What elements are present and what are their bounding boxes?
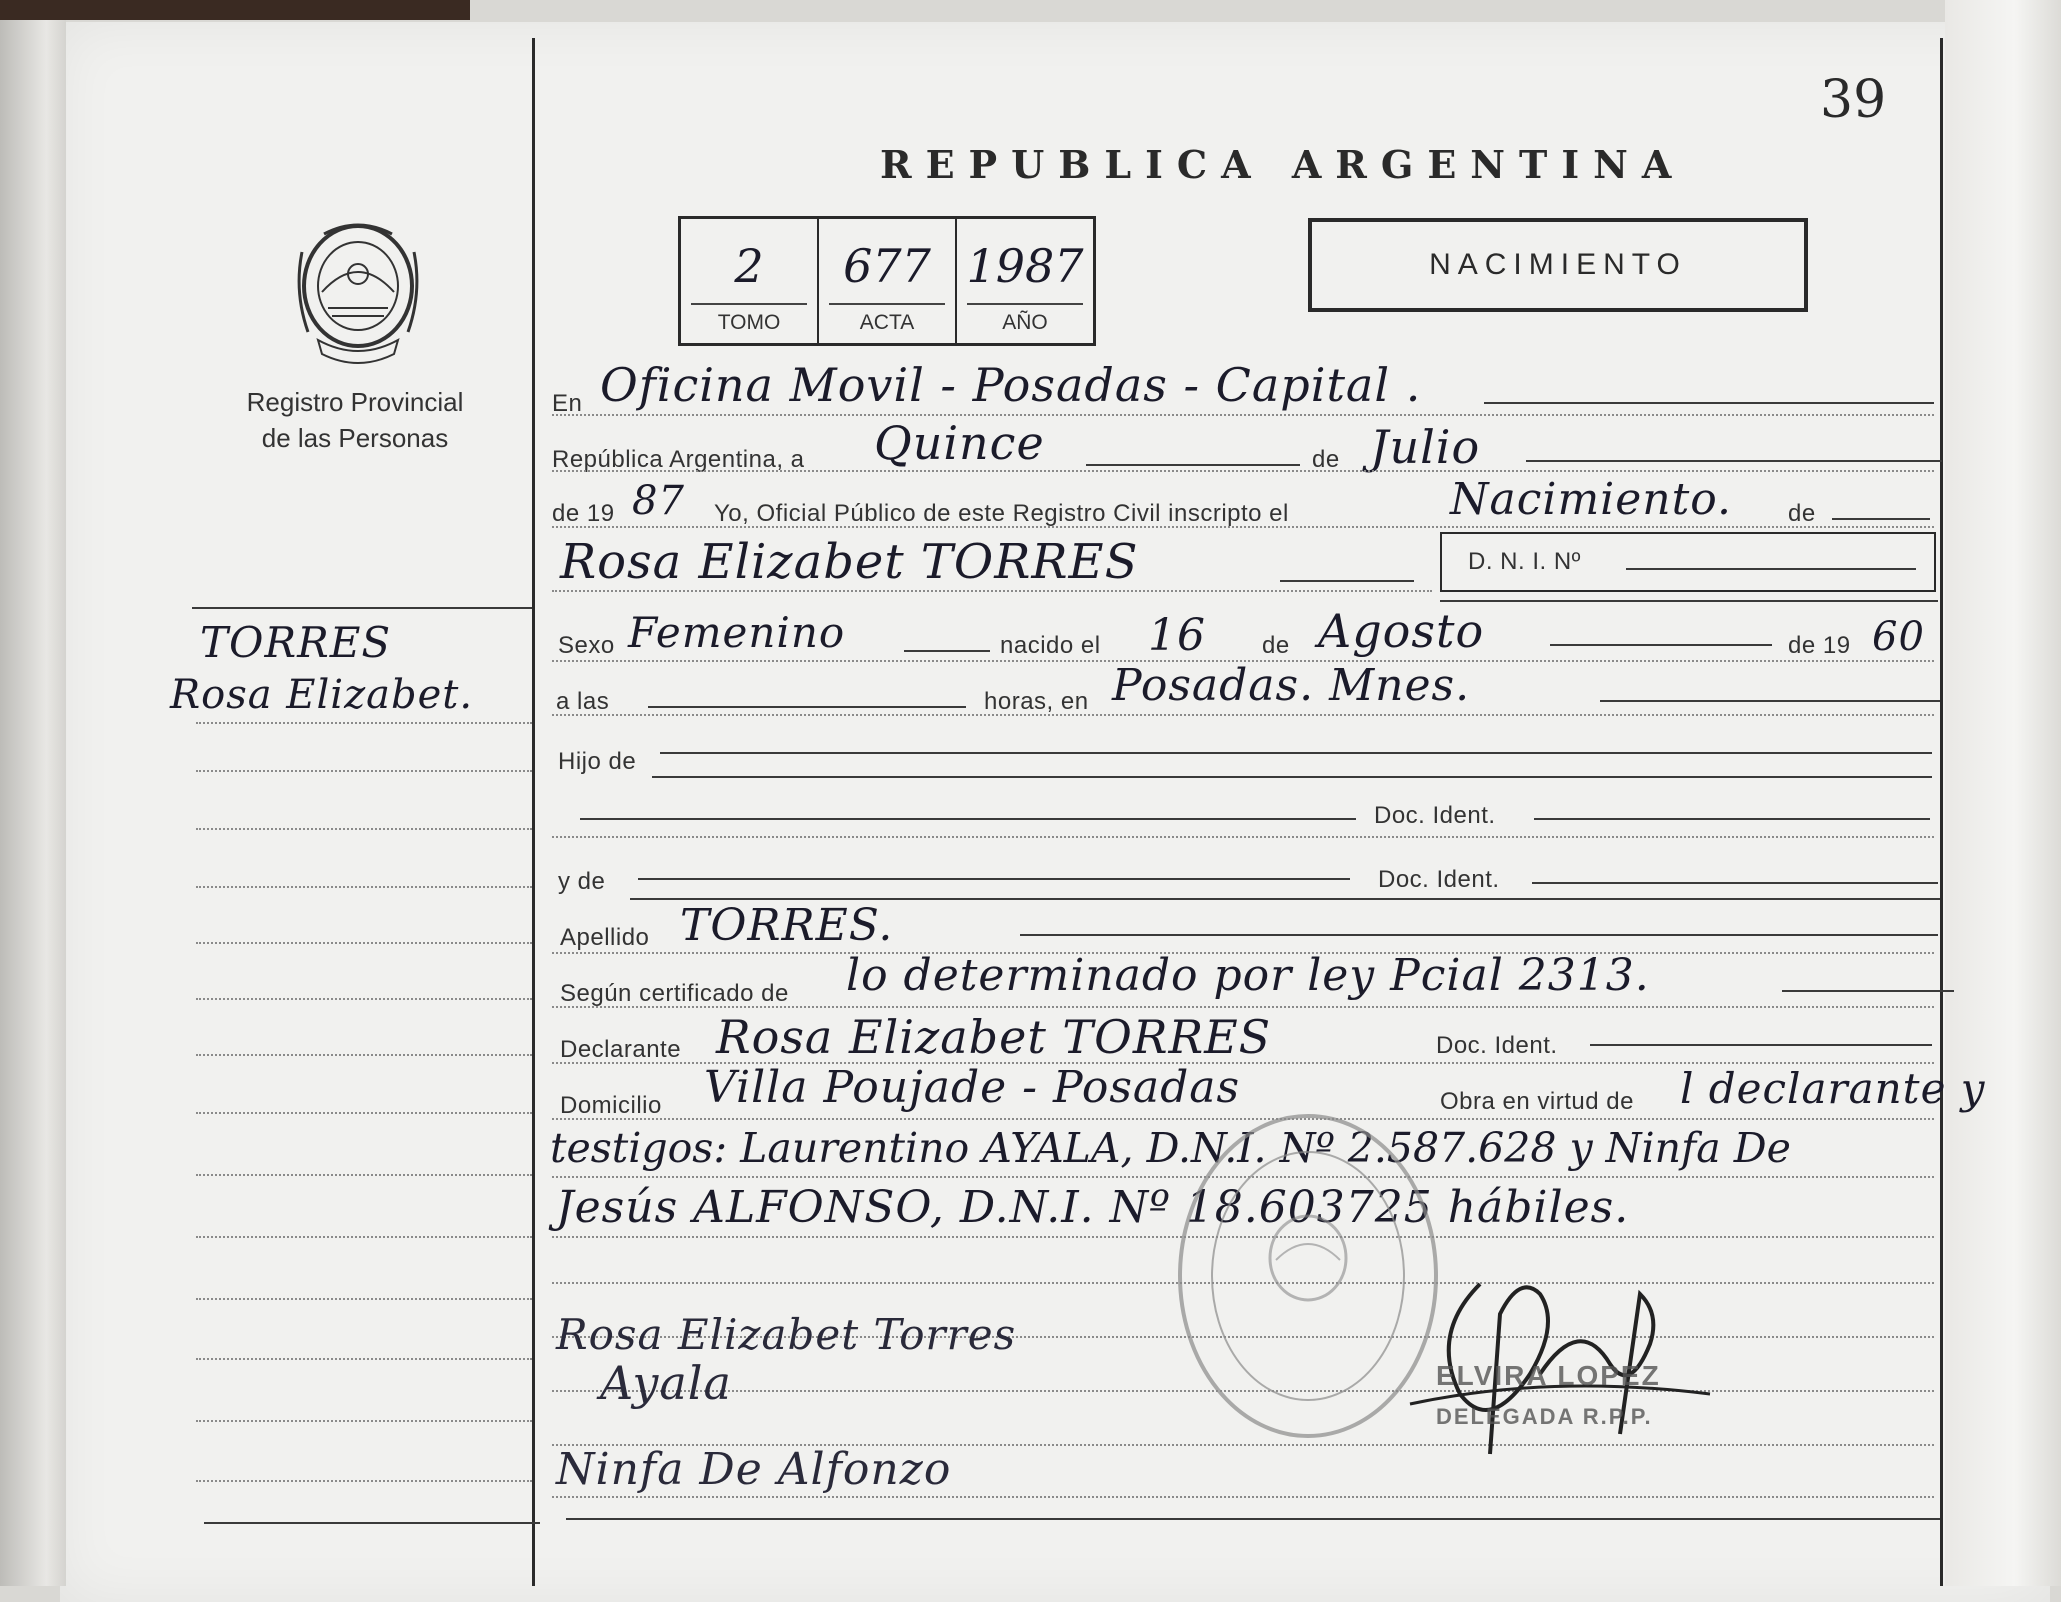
doc-ident-label-2: Doc. Ident. xyxy=(1378,866,1500,893)
tomo-cell xyxy=(681,219,819,343)
margin-bottom-rule xyxy=(204,1522,540,1524)
yo-oficial-text: Yo, Oficial Público de este Registro Civil inscripto el xyxy=(714,500,1289,527)
misiones-emblem-icon xyxy=(288,212,428,368)
republica-label: República Argentina, a xyxy=(552,446,805,473)
doc-ident-label-1: Doc. Ident. xyxy=(1374,802,1496,829)
month-value: Julio xyxy=(1370,420,1481,474)
margin-surname: TORRES xyxy=(200,618,392,667)
margin-divider xyxy=(532,38,535,1586)
doc-ident-label-3: Doc. Ident. xyxy=(1436,1032,1558,1059)
person-name-value: Rosa Elizabet TORRES xyxy=(560,534,1139,590)
apellido-value: TORRES. xyxy=(680,900,894,951)
segun-value: lo determinado por ley Pcial 2313. xyxy=(846,950,1650,1001)
place-value: Posadas. Mnes. xyxy=(1112,660,1471,711)
right-edge xyxy=(1945,0,2061,1586)
year-value: 87 xyxy=(632,478,685,524)
nacido-label: nacido el xyxy=(1000,632,1101,659)
tomo-label: TOMO xyxy=(717,311,781,334)
inscribed-value: Nacimiento. xyxy=(1450,474,1733,525)
signature-witness-1: Ayala xyxy=(600,1356,732,1410)
testigos-line2: Jesús ALFONSO, D.N.I. Nº 18.603725 hábiles. xyxy=(556,1182,1630,1233)
obra-label: Obra en virtud de xyxy=(1440,1088,1634,1115)
domicilio-value: Villa Poujade - Posadas xyxy=(704,1062,1241,1113)
domicilio-label: Domicilio xyxy=(560,1092,662,1119)
en-value: Oficina Movil - Posadas - Capital . xyxy=(600,358,1422,412)
country-title: REPUBLICA ARGENTINA xyxy=(880,142,1686,187)
book-reference-box xyxy=(678,216,1096,346)
yde-label: y de xyxy=(558,868,606,895)
en-label: En xyxy=(552,390,583,417)
segun-label: Según certificado de xyxy=(560,980,789,1007)
declarante-value: Rosa Elizabet TORRES xyxy=(716,1010,1272,1064)
acta-label: ACTA xyxy=(859,311,915,334)
nacido-day-value: 16 xyxy=(1148,610,1206,661)
registry-name xyxy=(200,384,510,456)
acta-cell xyxy=(819,219,957,343)
registry-name-line1: Registro Provincial xyxy=(246,387,464,417)
signature-declarante: Rosa Elizabet Torres xyxy=(556,1310,1017,1359)
dni-label: D. N. I. Nº xyxy=(1468,548,1581,575)
hijo-label: Hijo de xyxy=(558,748,637,775)
registry-name-line2: de las Personas xyxy=(261,423,449,453)
apellido-label: Apellido xyxy=(560,924,650,951)
record-type-box: NACIMIENTO xyxy=(1308,218,1808,312)
dni-box xyxy=(1440,532,1936,592)
margin-given-names: Rosa Elizabet. xyxy=(170,672,474,718)
de-label-2: de xyxy=(1788,500,1816,527)
page-number: 39 xyxy=(1820,70,1887,130)
book-spine xyxy=(0,0,66,1586)
acta-value: 677 xyxy=(843,239,931,293)
declarante-label: Declarante xyxy=(560,1036,682,1063)
de19-label: de 19 xyxy=(1788,632,1851,659)
day-value: Quince xyxy=(874,416,1045,470)
tomo-value: 2 xyxy=(734,239,764,293)
horas-label: horas, en xyxy=(984,688,1089,715)
testigos-line1: testigos: Laurentino AYALA, D.N.I. Nº 2.587.628 y Ninfa De xyxy=(550,1124,1791,1172)
signature-witness-2: Ninfa De Alfonzo xyxy=(556,1444,952,1495)
alas-label: a las xyxy=(556,688,610,715)
sexo-value: Femenino xyxy=(628,608,846,657)
year-prefix-label: de 19 xyxy=(552,500,615,527)
top-strip xyxy=(0,0,470,20)
anio-cell xyxy=(957,219,1093,343)
nacido-month-value: Agosto xyxy=(1318,604,1485,658)
de-label: de xyxy=(1312,446,1340,473)
right-border xyxy=(1940,38,1943,1586)
anio-label: AÑO xyxy=(1002,311,1048,334)
obra-value: l declarante y xyxy=(1680,1064,1986,1113)
official-title: DELEGADA R.P.P. xyxy=(1436,1404,1653,1429)
margin-top-rule xyxy=(192,607,532,609)
official-name: ELVIRA LOPEZ xyxy=(1436,1360,1661,1391)
form-bottom-rule xyxy=(566,1518,1940,1520)
anio-value: 1987 xyxy=(966,239,1084,293)
sexo-label: Sexo xyxy=(558,632,615,659)
nacido-year-value: 60 xyxy=(1872,614,1925,660)
de-label-3: de xyxy=(1262,632,1290,659)
